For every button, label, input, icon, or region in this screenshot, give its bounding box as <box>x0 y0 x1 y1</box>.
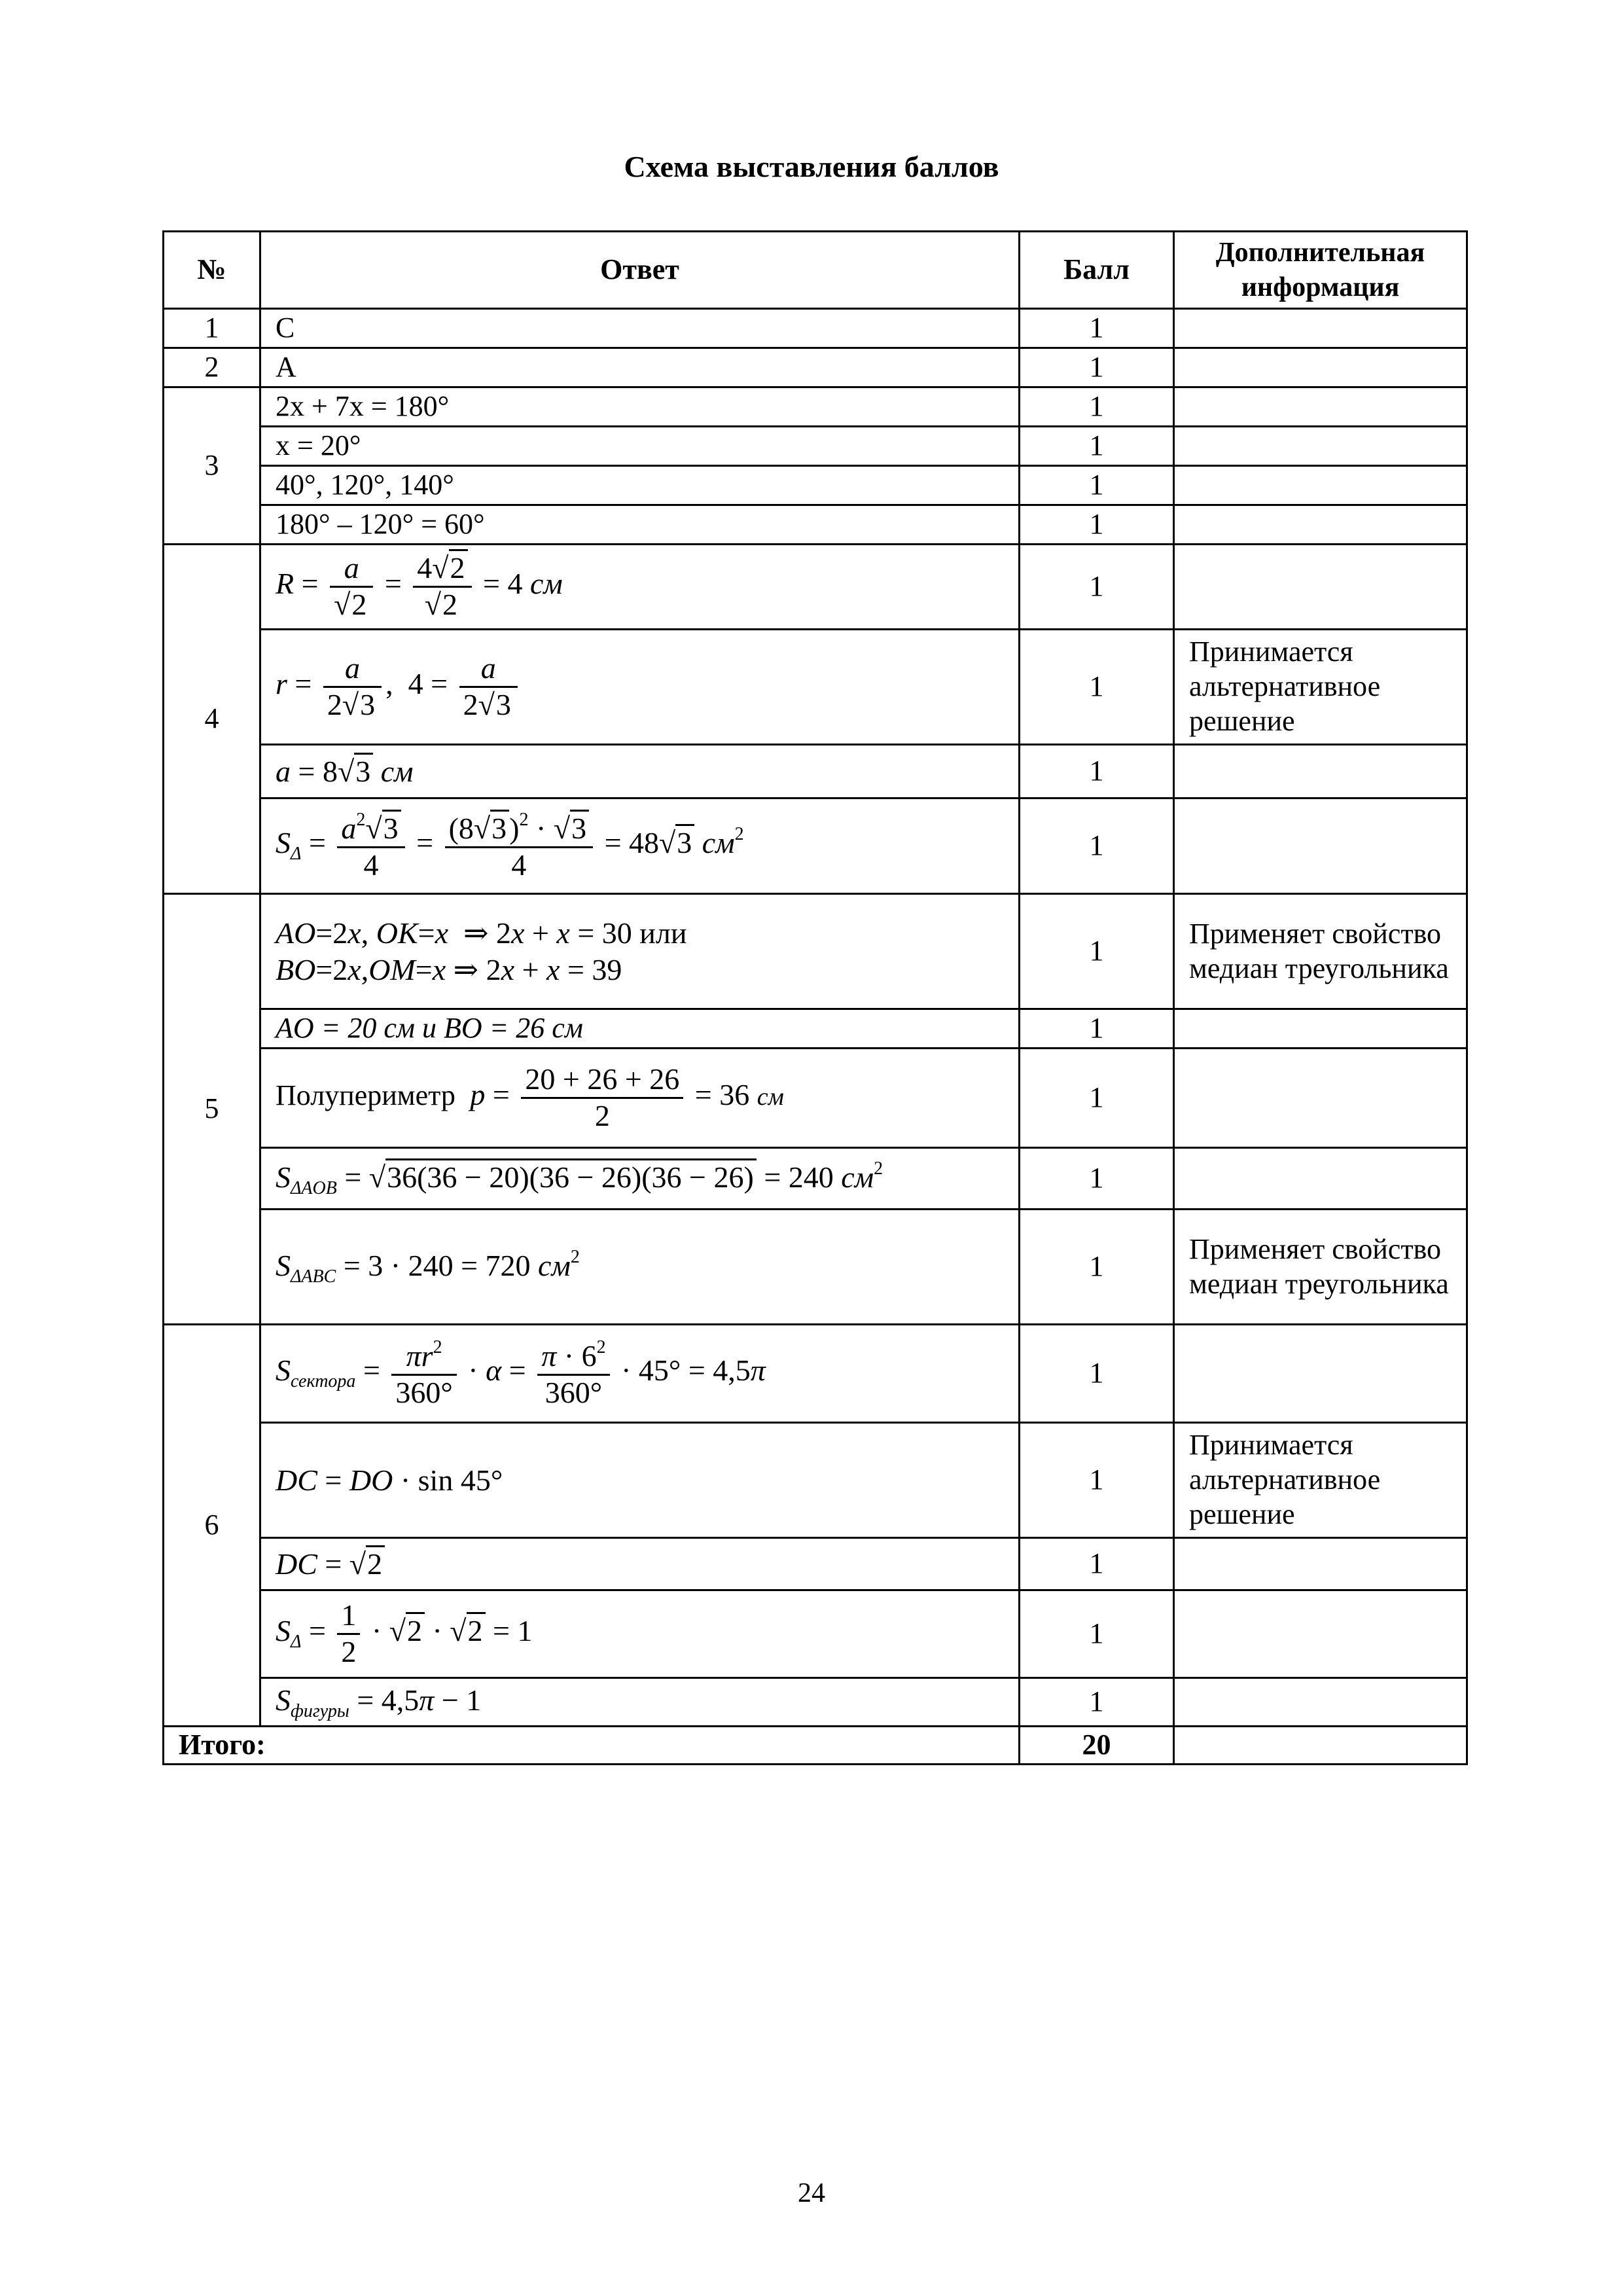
semiperimeter-word: Полупериметр <box>276 1079 455 1112</box>
table-row <box>164 1049 1467 1148</box>
info-cell <box>1174 348 1467 387</box>
score-cell: 1 <box>1020 1590 1174 1678</box>
info-cell: Принимается альтернативное решение <box>1174 630 1467 745</box>
formula-dc-value: DC = √2 <box>260 1538 1020 1590</box>
table-row <box>164 1325 1467 1423</box>
info-cell <box>1174 1678 1467 1727</box>
formula-heron: $S_{\Delta AOB} = √36(36 - 20)(36 - 26)(36 - 26) = 240$ $см^2$ <box>260 1148 1020 1210</box>
info-cell <box>1174 1325 1467 1423</box>
total-score: 20 <box>1020 1727 1174 1765</box>
info-cell <box>1174 309 1467 348</box>
info-cell: Применяет свойство медиан треугольника <box>1174 1210 1467 1325</box>
table-row <box>164 309 1467 348</box>
info-cell <box>1174 1590 1467 1678</box>
answer-cell: C <box>260 309 1020 348</box>
page-number: 24 <box>798 2178 825 2208</box>
answer-cell: 40°, 120°, 140° <box>260 466 1020 505</box>
table-row <box>164 1009 1467 1049</box>
info-cell <box>1174 545 1467 630</box>
formula-sector-area: $S_{сектора}$ = $\frac{\pi r^2}{360^\circ}$ · α = $\frac{\pi \cdot 6^2}{360^\circ}$ · 45° = 4,5π <box>260 1325 1020 1423</box>
score-cell: 1 <box>1020 466 1174 505</box>
info-cell <box>1174 427 1467 466</box>
header-row <box>164 232 1467 309</box>
info-cell <box>1174 466 1467 505</box>
table-row <box>164 894 1467 1009</box>
answer-cell: x = 20° <box>260 427 1020 466</box>
table-row <box>164 387 1467 427</box>
header-num: № <box>164 232 260 309</box>
score-cell: 1 <box>1020 1148 1174 1210</box>
info-cell <box>1174 1049 1467 1148</box>
formula-side: a = 8√3 см <box>260 745 1020 798</box>
info-cell <box>1174 798 1467 894</box>
table-row <box>164 1423 1467 1538</box>
answer-cell: 180° – 120° = 60° <box>260 505 1020 545</box>
table-row <box>164 630 1467 745</box>
info-cell: Применяет свойство медиан треугольника <box>1174 894 1467 1009</box>
formula-medians: AO=2x, OK=x ⇒ 2x + x = 30 или BO=2x,OM=x ⇒ 2x + x = 39 <box>260 894 1020 1009</box>
score-cell: 1 <box>1020 1009 1174 1049</box>
table-row <box>164 427 1467 466</box>
table-row <box>164 348 1467 387</box>
info-cell <box>1174 1727 1467 1765</box>
info-cell: Принимается альтернативное решение <box>1174 1423 1467 1538</box>
score-cell: 1 <box>1020 1049 1174 1148</box>
answer-cell: 2x + 7x = 180° <box>260 387 1020 427</box>
task-number: 6 <box>164 1325 260 1727</box>
formula-semiperimeter: Полупериметр p = $\frac{20 + 26 + 26}{2}$ = 36 см <box>260 1049 1020 1148</box>
score-cell: 1 <box>1020 1325 1174 1423</box>
table-row <box>164 1678 1467 1727</box>
score-cell: 1 <box>1020 545 1174 630</box>
document-title: Схема выставления баллов <box>624 150 999 183</box>
score-cell: 1 <box>1020 894 1174 1009</box>
table-row <box>164 798 1467 894</box>
score-cell: 1 <box>1020 745 1174 798</box>
info-cell <box>1174 387 1467 427</box>
formula-figure-area: $S_{фигуры} = 4,5\pi - 1$ <box>260 1678 1020 1727</box>
task-number: 2 <box>164 348 260 387</box>
header-score: Балл <box>1020 232 1174 309</box>
task-number: 4 <box>164 545 260 894</box>
score-cell: 1 <box>1020 1210 1174 1325</box>
formula-inradius: r = $\frac{a}{2√3}$ , 4 = $\frac{a}{2√3}$ <box>260 630 1020 745</box>
score-table <box>162 230 1468 1765</box>
score-cell: 1 <box>1020 798 1174 894</box>
task-number: 1 <box>164 309 260 348</box>
formula-dc-sin: DC = DO · sin 45° <box>260 1423 1020 1538</box>
header-answer: Ответ <box>260 232 1020 309</box>
info-cell <box>1174 1538 1467 1590</box>
task-number: 5 <box>164 894 260 1325</box>
formula-triangle-area: $S_\Delta$ = $\frac{a^2√3}{4}$ = $\frac{(8√3)^2 \cdot √3}{4}$ = 48√3 $см^2$ <box>260 798 1020 894</box>
total-row <box>164 1727 1467 1765</box>
score-cell: 1 <box>1020 1678 1174 1727</box>
score-cell: 1 <box>1020 427 1174 466</box>
table-row <box>164 1538 1467 1590</box>
table-row <box>164 1210 1467 1325</box>
score-cell: 1 <box>1020 505 1174 545</box>
table-row <box>164 745 1467 798</box>
table-row <box>164 1148 1467 1210</box>
info-cell <box>1174 1148 1467 1210</box>
score-cell: 1 <box>1020 387 1174 427</box>
formula-circumradius: R = $\frac{a}{√2}$ = $\frac{4√2}{√2}$ = 4 см <box>260 545 1020 630</box>
info-cell <box>1174 745 1467 798</box>
score-cell: 1 <box>1020 1538 1174 1590</box>
header-info: Дополнительная информация <box>1174 232 1467 309</box>
answer-cell: A <box>260 348 1020 387</box>
total-label: Итого: <box>164 1727 1020 1765</box>
info-cell <box>1174 1009 1467 1049</box>
info-cell <box>1174 505 1467 545</box>
or-word: или <box>639 916 687 950</box>
formula-abc-area: $S_{\Delta ABC} = 3 \cdot 240 = 720$ $см^2$ <box>260 1210 1020 1325</box>
score-cell: 1 <box>1020 630 1174 745</box>
task-number: 3 <box>164 387 260 545</box>
table-row <box>164 505 1467 545</box>
table-row <box>164 1590 1467 1678</box>
score-cell: 1 <box>1020 348 1174 387</box>
table-row <box>164 545 1467 630</box>
formula-small-triangle: $S_\Delta$ = $\frac{1}{2}$ · √2 · √2 = 1 <box>260 1590 1020 1678</box>
score-cell: 1 <box>1020 309 1174 348</box>
table-row <box>164 466 1467 505</box>
answer-cell: AO = 20 см и BO = 26 см <box>260 1009 1020 1049</box>
score-cell: 1 <box>1020 1423 1174 1538</box>
